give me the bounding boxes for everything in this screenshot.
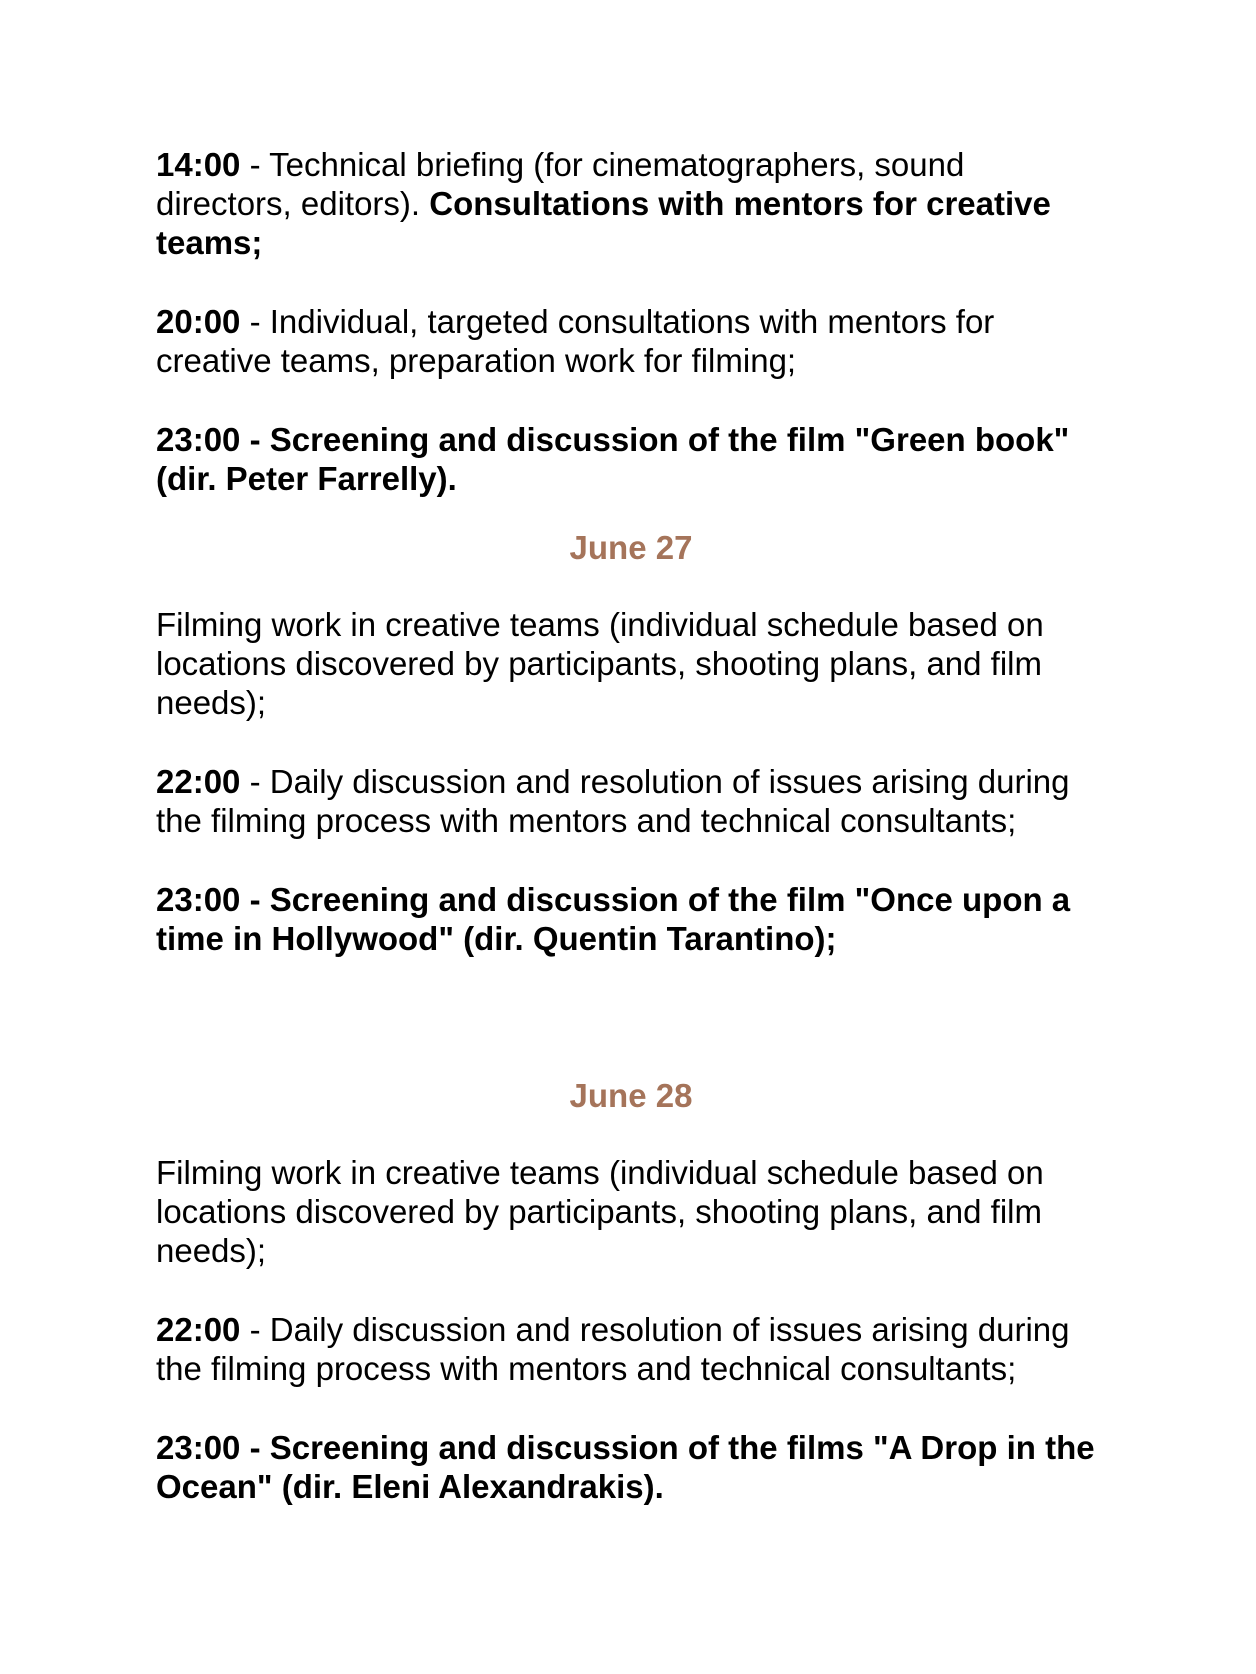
- item-text: Daily discussion and resolution of issues arising during the filming process with mentors and technical consultants;: [156, 763, 1070, 839]
- date-heading-june-27: June 27: [569, 529, 693, 566]
- date-heading-june-28: June 28: [569, 1077, 693, 1114]
- schedule-item-2200: [156, 1310, 1106, 1388]
- time-label: 14:00: [156, 146, 241, 183]
- item-text: Daily discussion and resolution of issues arising during the filming process with mentors and technical consultants;: [156, 1311, 1070, 1387]
- schedule-item-screening-drop-in-ocean: 23:00 - Screening and discussion of the films "A Drop in the Ocean" (dir. Eleni Alexandrakis).: [156, 1429, 1095, 1505]
- schedule-page: [156, 145, 1106, 1546]
- item-text: Filming work in creative teams (individual schedule based on locations discovered by participants, shooting plans, and film needs);: [156, 1154, 1044, 1269]
- item-bold-text: Consultations with mentors for creative teams;: [156, 185, 1051, 261]
- schedule-item-2000: [156, 302, 1106, 380]
- time-label: 20:00: [156, 303, 241, 340]
- schedule-item-screening-green-book: 23:00 - Screening and discussion of the film "Green book" (dir. Peter Farrelly).: [156, 421, 1070, 497]
- schedule-item-screening-once-upon-a-time: 23:00 - Screening and discussion of the film "Once upon a time in Hollywood" (dir. Quentin Tarantino);: [156, 881, 1071, 957]
- time-label: 22:00: [156, 1311, 241, 1348]
- schedule-item-filming-work: [156, 605, 1106, 722]
- separator: -: [240, 303, 270, 340]
- separator: -: [240, 146, 270, 183]
- separator: -: [240, 1311, 270, 1348]
- schedule-item-1400: [156, 145, 1106, 262]
- item-text: Individual, targeted consultations with mentors for creative teams, preparation work for filming;: [156, 303, 995, 379]
- item-text: Technical briefing (for cinematographers, sound directors, editors).: [156, 146, 965, 222]
- item-text: Filming work in creative teams (individual schedule based on locations discovered by participants, shooting plans, and film needs);: [156, 606, 1044, 721]
- time-label: 22:00: [156, 763, 241, 800]
- schedule-item-filming-work: [156, 1153, 1106, 1270]
- separator: -: [240, 763, 270, 800]
- schedule-item-2200: [156, 762, 1106, 840]
